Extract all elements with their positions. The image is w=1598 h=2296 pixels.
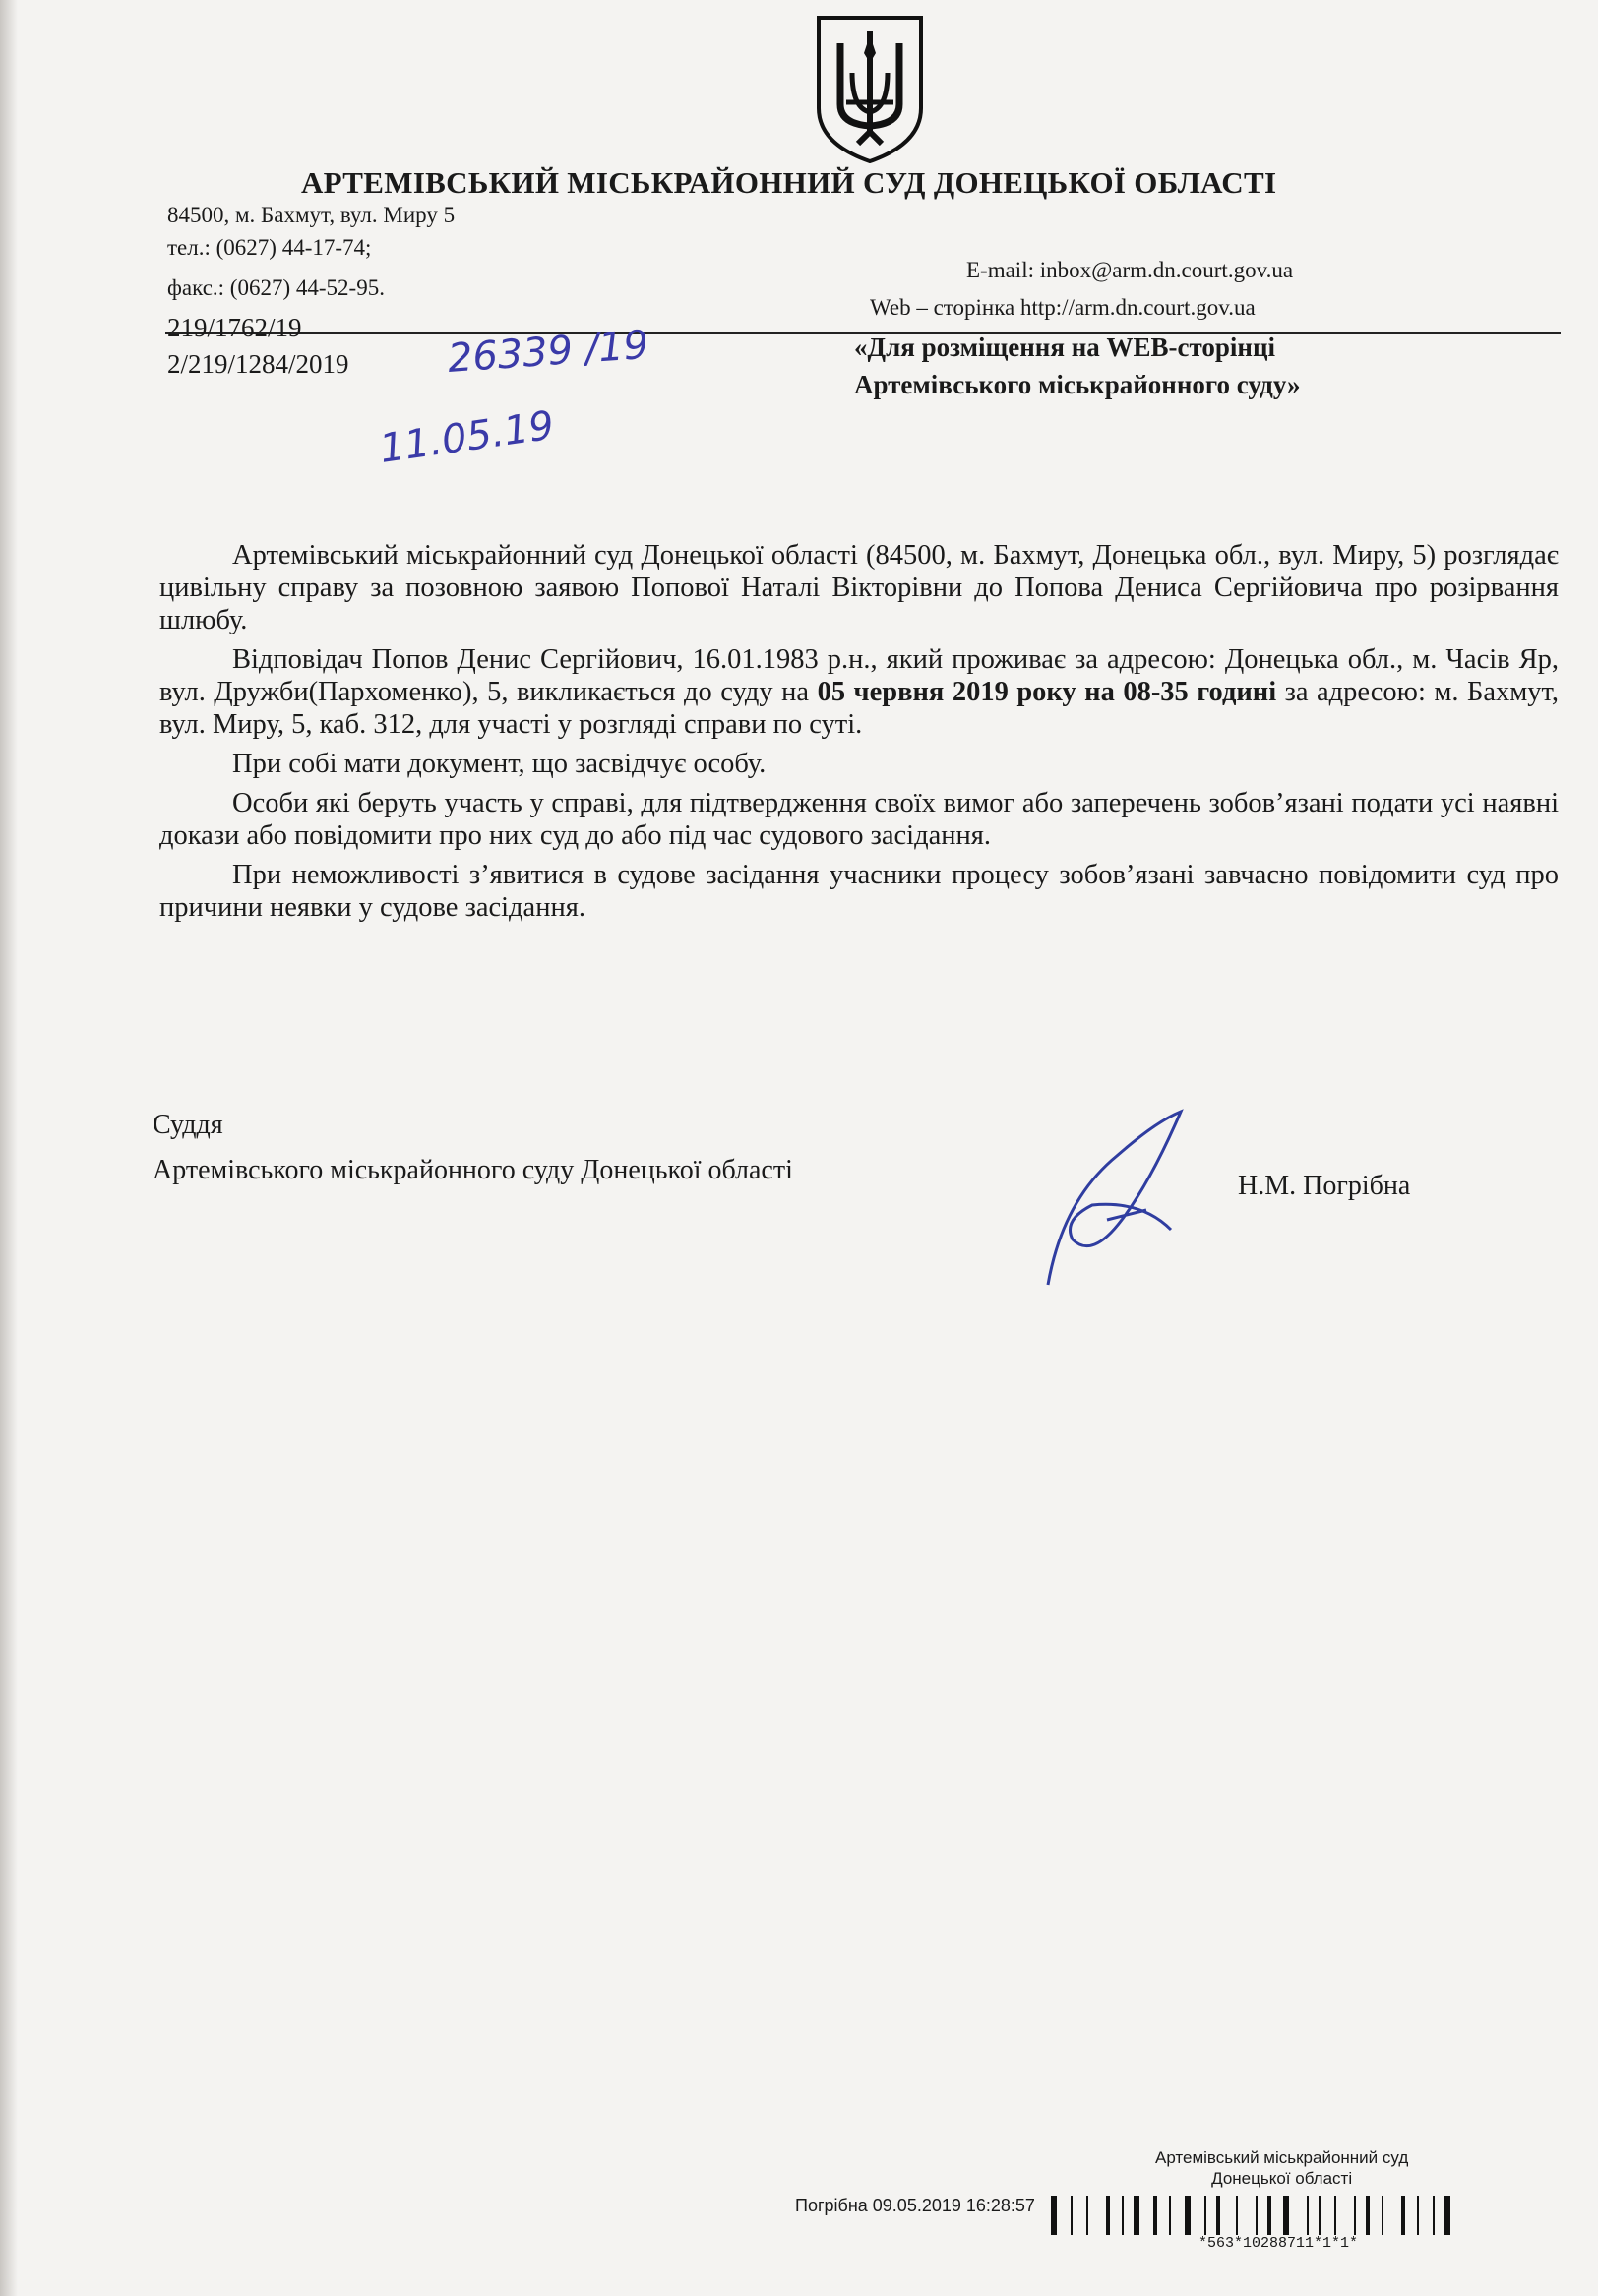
signature-role-court: Артемівського міськрайонного суду Донецької області [153,1155,793,1185]
court-title: АРТЕМІВСЬКИЙ МІСЬКРАЙОННИЙ СУД ДОНЕЦЬКОЇ ОБЛАСТІ [301,165,1277,200]
court-address: 84500, м. Бахмут, вул. Миру 5 [167,203,456,227]
judge-signature-icon [1048,1112,1181,1285]
stamp-organization: Артемівський міськрайонний суд Донецької області [1155,2148,1409,2188]
handwritten-reg-number: 26339 /19 [446,322,650,382]
signature-role-title: Суддя [153,1110,223,1140]
stamp-user-timestamp: Погрібна 09.05.2019 16:28:57 [795,2196,1035,2215]
judge-name: Н.М. Погрібна [1238,1171,1411,1201]
notice-paragraph-4: Особи які беруть участь у справі, для підтвердження своїх вимог або заперечень зобов’язані подати усі наявні докази або повідомити про них суд до або під час судового засідання. [159,788,1559,851]
barcode-icon [1051,2194,1543,2237]
handwritten-date: 11.05.19 [376,402,557,472]
publish-note-line-2: Артемівського міськрайонного суду» [854,370,1301,399]
notice-paragraph-2: Відповідач Попов Денис Сергійович, 16.01.1983 р.н., який проживає за адресою: Донецька обл., м. Часів Яр, вул. Дружби(Пархоменко), 5, викликається до суду на 05 червня 2019 року на 08-35 годині за адресою: м. Бахмут, вул. Миру, 5, каб. 312, для участі у розгляді справи по суті. [159,644,1559,740]
court-email: E-mail: inbox@arm.dn.court.gov.ua [966,258,1294,282]
barcode-caption: *563*10288711*1*1* [1198,2235,1359,2252]
proceeding-number: 2/219/1284/2019 [167,349,349,379]
case-number: 219/1762/19 [167,313,302,342]
court-phone: тел.: (0627) 44-17-74; [167,235,372,260]
notice-paragraph-3: При собі мати документ, що засвідчує особу. [232,749,767,779]
notice-body [159,539,1559,924]
notice-paragraph-1: Артемівський міськрайонний суд Донецької області (84500, м. Бахмут, Донецька обл., вул. Миру, 5) розглядає цивільну справу за позовною заявою Попової Наталі Вікторівни до Попова Дениса Сергійовича про розірвання шлюбу. [159,540,1559,635]
trident-emblem-icon [813,14,927,163]
page-edge-shadow [0,0,18,2296]
publish-note-line-1: «Для розміщення на WEB-сторінці [854,332,1276,362]
court-website: Web – сторінка http://arm.dn.court.gov.ua [870,295,1256,320]
notice-paragraph-5: При неможливості з’явитися в судове засідання учасники процесу зобов’язані завчасно повідомити суд про причини неявки у судове засідання. [159,860,1559,923]
court-fax: факс.: (0627) 44-52-95. [167,275,385,300]
